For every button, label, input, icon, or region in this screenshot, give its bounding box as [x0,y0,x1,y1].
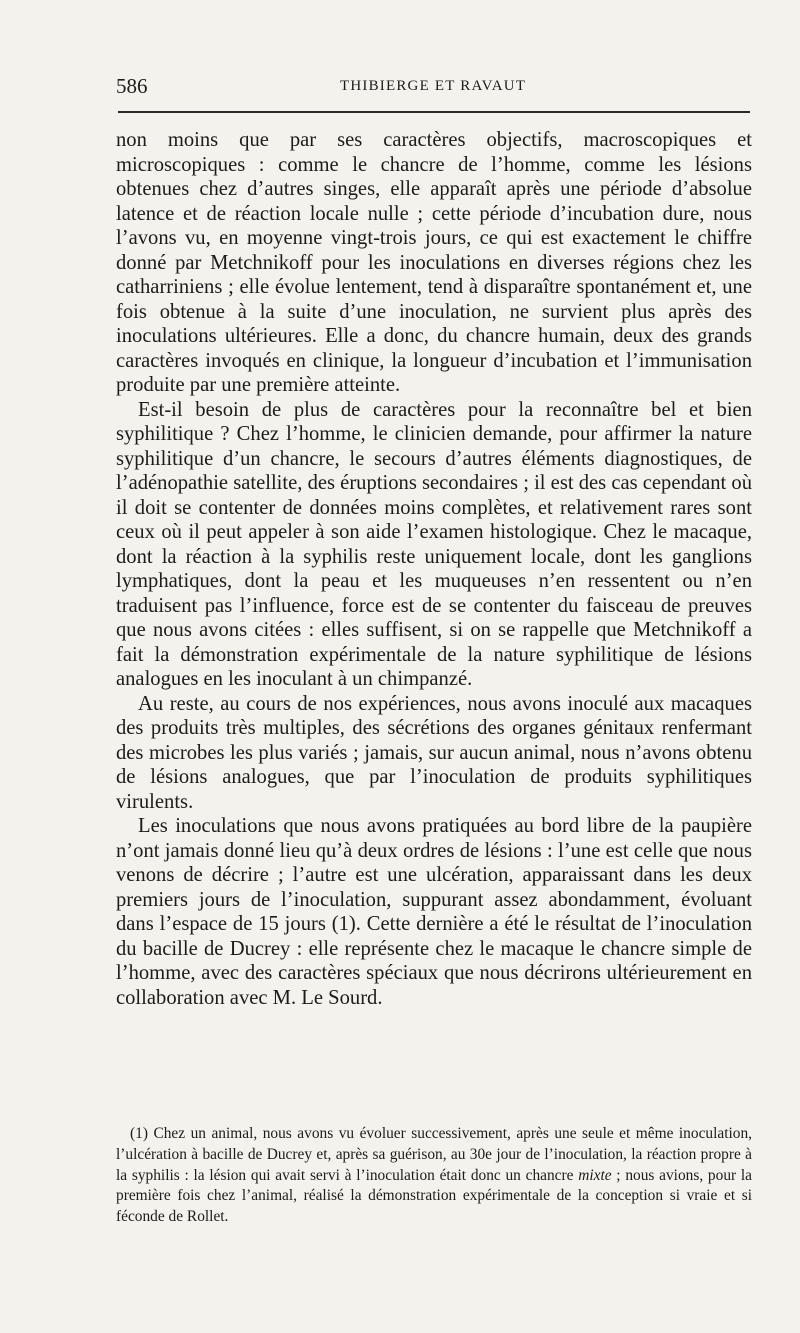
paragraph: non moins que par ses caractères objectifs, macroscopiques et microscopiques : comme le chancre de l’homme, comme les lésions obtenues chez d’autres singes, elle apparaît après une période d’absolue latence et de réaction locale nulle ; cette période d’incubation dure, nous l’avons vu, en moyenne vingt-trois jours, ce qui est exactement le chiffre donné par Metchnikoff pour les inoculations en diverses régions chez les catharriniens ; elle évolue lentement, tend à disparaître spontanément et, une fois obtenue à la suite d’une inoculation, ne survient plus après des inoculations ultérieures. Elle a donc, du chancre humain, deux des grands caractères invoqués en clinique, la longueur d’incubation et l’immunisation produite par une première atteinte. [116,129,752,396]
footnote-italic-word: mixte [578,1166,612,1184]
footnote [116,1124,752,1228]
footnote-text-start: (1) Chez un animal, nous avons vu évoluer successivement, après une seule et même inoculation, l’ulcération à bacille de Ducrey et, après sa guérison, au 30e jour de l’inoculation, la réaction propre à la syphilis : la lésion qui avait servi à l’inoculation était donc un chancre [116,1125,752,1184]
page-header [116,74,752,102]
footnote-text [116,1124,752,1228]
footnote-text-end: ; nous avions, pour la première fois chez l’animal, réalisé la démonstration expérimentale de la conception si vraie et si féconde de Rollet. [116,1166,752,1226]
page-number: 586 [116,74,148,98]
paragraph: Est-il besoin de plus de caractères pour la reconnaître bel et bien syphilitique ? Chez l’homme, le clinicien demande, pour affirmer la nature syphilitique d’un chancre, le secours d’autres éléments diagnostiques, de l’adénopathie satellite, des éruptions secondaires ; il est des cas cependant où il doit se contenter de données moins complètes, et relativement rares sont ceux où il peut appeler à son aide l’examen histologique. Chez le macaque, dont la réaction à la syphilis reste uniquement locale, dont les ganglions lymphatiques, dont la peau et les muqueuses n’en ressentent ou n’en traduisent pas l’influence, force est de se contenter du faisceau de preuves que nous avons citées : elles suffisent, si on se rappelle que Metchnikoff a fait la démonstration expérimentale de la nature syphilitique de lésions analogues en les inoculant à un chimpanzé. [116,398,752,690]
paragraph: Au reste, au cours de nos expériences, nous avons inoculé aux macaques des produits très multiples, des sécrétions des organes génitaux renfermant des microbes les plus variés ; jamais, sur aucun animal, nous n’avons obtenu de lésions analogues, que par l’inoculation de produits syphilitiques virulents. [116,692,752,813]
header-rule [118,111,750,113]
paragraph: Les inoculations que nous avons pratiquées au bord libre de la paupière n’ont jamais donné lieu qu’à deux ordres de lésions : l’une est celle que nous venons de décrire ; l’autre est une ulcération, apparaissant dans les deux premiers jours de l’inoculation, suppurant assez abondamment, évoluant dans l’espace de 15 jours (1). Cette dernière a été le résultat de l’inoculation du bacille de Ducrey : elle représente chez le macaque le chancre simple de l’homme, avec des caractères spéciaux que nous décrirons ultérieurement en collaboration avec M. Le Sourd. [116,815,752,1009]
running-title: THIBIERGE ET RAVAUT [340,78,527,94]
main-text [116,128,752,1010]
